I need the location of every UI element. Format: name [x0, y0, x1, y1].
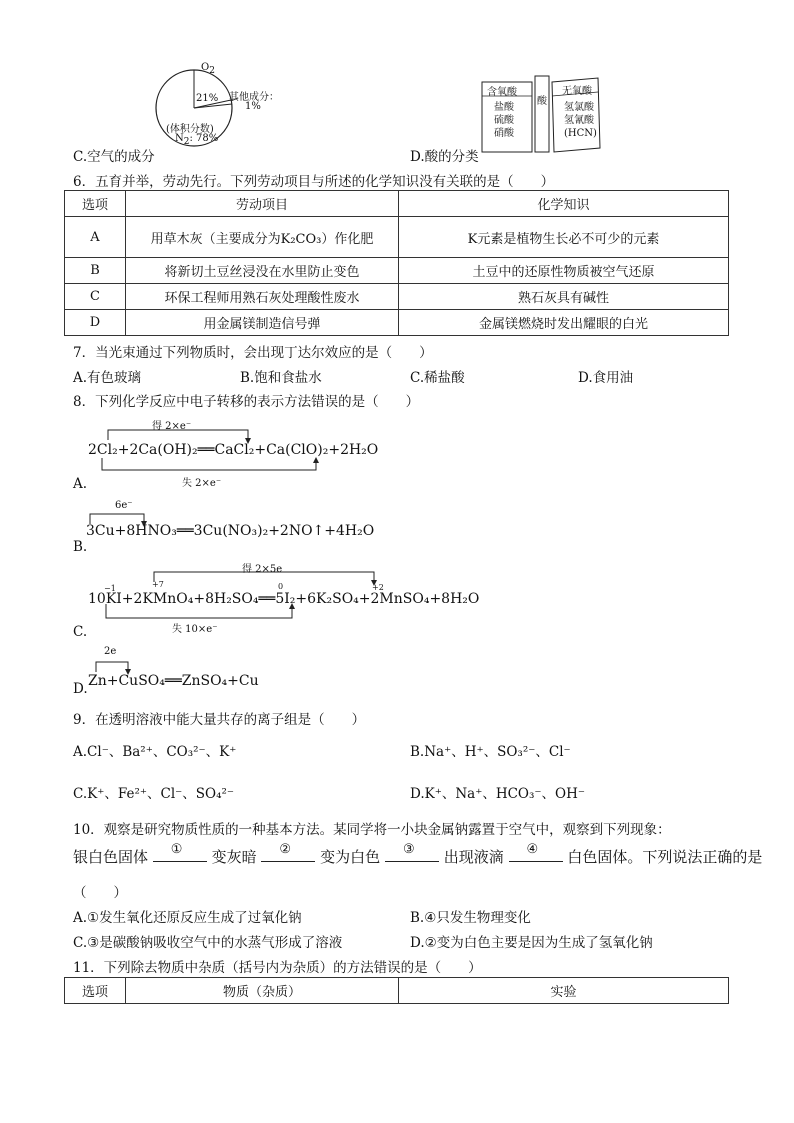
q9-option-c: C.K⁺、Fe²⁺、Cl⁻、SO₄²⁻	[73, 786, 235, 802]
table-header: 实验	[399, 978, 729, 1004]
table-row: D 用金属镁制造信号弹 金属镁燃烧时发出耀眼的白光	[65, 310, 729, 336]
table-header: 选项	[65, 191, 126, 217]
chain-arrow: ③	[385, 848, 439, 862]
table-row: B 将新切土豆丝浸没在水里防止变色 土豆中的还原性物质被空气还原	[65, 258, 729, 284]
q8c-lose-label: 失 10×e⁻	[172, 624, 218, 635]
acid-right-items: 氢氯酸 氢氰酸 (HCN)	[564, 102, 597, 139]
q10-option-d: D.②变为白色主要是因为生成了氢氧化钠	[410, 935, 653, 951]
q11-stem: 11．下列除去物质中杂质（括号内为杂质）的方法错误的是（ ）	[73, 960, 482, 976]
table-header-row	[65, 978, 729, 1004]
table-row: C 环保工程师用熟石灰处理酸性废水 熟石灰具有碱性	[65, 284, 729, 310]
q9-option-b: B.Na⁺、H⁺、SO₃²⁻、Cl⁻	[410, 744, 571, 760]
q8c-label: C.	[73, 624, 88, 640]
q7-option-c: C.稀盐酸	[410, 370, 465, 386]
q10-chain: 银白色固体 ① 变灰暗 ② 变为白色 ③ 出现液滴 ④ 白色固体。下列说法正确的是	[73, 842, 763, 866]
q8c-ox-state: 0	[278, 582, 284, 591]
pie-unit-label: (体积分数)	[166, 124, 214, 135]
q6-stem: 6．五育并举，劳动先行。下列劳动项目与所述的化学知识没有关联的是（ ）	[73, 174, 555, 190]
q7-stem: 7．当光束通过下列物质时，会出现丁达尔效应的是（ ）	[73, 345, 433, 361]
q11-table	[64, 977, 729, 1004]
q8b-equation: 3Cu+8HNO₃══3Cu(NO₃)₂+2NO↑+4H₂O	[86, 523, 375, 539]
q9-option-d: D.K⁺、Na⁺、HCO₃⁻、OH⁻	[410, 786, 586, 802]
table-row: A 用草木灰（主要成分为K₂CO₃）作化肥 K元素是植物生长必不可少的元素	[65, 217, 729, 258]
q7-option-a: A.有色玻璃	[73, 370, 142, 386]
option-c-label: C.空气的成分	[73, 149, 155, 165]
pie-n2-label: $N_2$: 78%	[175, 133, 219, 147]
q8c-gain-label: 得 2×5e	[242, 564, 283, 575]
q8c-ox-state: +7	[152, 580, 164, 589]
q8d-equation: Zn+CuSO₄══ZnSO₄+Cu	[88, 673, 259, 689]
acid-left-items: 盐酸 硫酸 硝酸	[494, 102, 514, 139]
q8c-ox-state: +2	[372, 583, 384, 592]
acid-right-head: 无氧酸	[562, 86, 592, 97]
q10-option-a: A.①发生氧化还原反应生成了过氧化钠	[73, 910, 302, 926]
q9-option-a: A.Cl⁻、Ba²⁺、CO₃²⁻、K⁺	[73, 744, 237, 760]
q10-stem: 10．观察是研究物质性质的一种基本方法。某同学将一小块金属钠露置于空气中，观察到下列现象：	[73, 822, 671, 838]
pie-o2-label: $O_2$	[201, 62, 215, 76]
q8a-label: A.	[73, 476, 88, 492]
q7-option-d: D.食用油	[578, 370, 634, 386]
q6-table	[64, 190, 729, 336]
table-header: 劳动项目	[126, 191, 399, 217]
q8c-ox-state: −1	[104, 584, 116, 593]
q8b-electron-label: 6e⁻	[115, 500, 133, 511]
q8-stem: 8．下列化学反应中电子转移的表示方法错误的是（ ）	[73, 394, 420, 410]
q10-option-b: B.④只发生物理变化	[410, 910, 531, 926]
q7-option-b: B.饱和食盐水	[240, 370, 322, 386]
q8b-label: B.	[73, 539, 88, 555]
q10-option-c: C.③是碳酸钠吸收空气中的水蒸气形成了溶液	[73, 935, 343, 951]
q8c-equation: 10KI+2KMnO₄+8H₂SO₄══5I₂+6K₂SO₄+2MnSO₄+8H₂O	[88, 591, 480, 607]
q8d-electron-label: 2e	[104, 646, 117, 657]
pie-other-label: 其他成分：	[229, 92, 279, 103]
table-header: 选项	[65, 978, 126, 1004]
chain-arrow: ④	[509, 848, 563, 862]
q8a-equation: 2Cl₂+2Ca(OH)₂══CaCl₂+Ca(ClO)₂+2H₂O	[88, 442, 379, 458]
chain-arrow: ①	[153, 848, 207, 862]
option-d-label: D.酸的分类	[410, 149, 479, 165]
table-header-row	[65, 191, 729, 217]
q10-paren: （ ）	[73, 885, 127, 901]
chain-arrow: ②	[261, 848, 315, 862]
table-header: 物质（杂质）	[126, 978, 399, 1004]
acid-left-head: 含氧酸	[487, 87, 517, 98]
pie-other-pct: 1%	[245, 101, 261, 112]
q8a-gain-label: 得 2×e⁻	[152, 421, 192, 432]
air-composition-pie-chart	[150, 58, 290, 154]
q8d-label: D.	[73, 681, 88, 697]
acid-mid: 酸	[537, 96, 547, 107]
q8a-lose-label: 失 2×e⁻	[182, 478, 222, 489]
pie-o2-pct: 21%	[196, 93, 219, 104]
q9-stem: 9．在透明溶液中能大量共存的离子组是（ ）	[73, 712, 366, 728]
table-header: 化学知识	[399, 191, 729, 217]
